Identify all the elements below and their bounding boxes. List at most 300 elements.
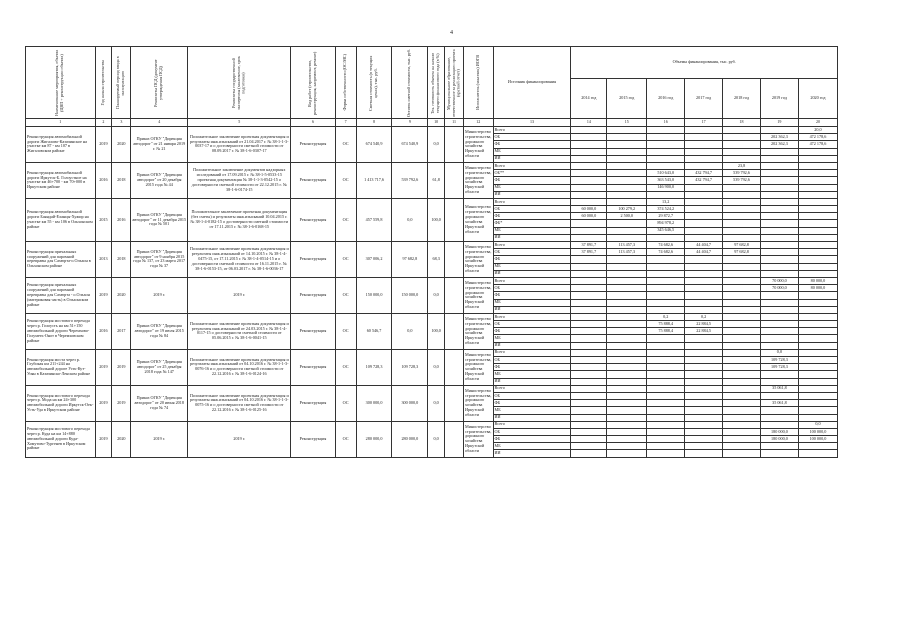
readiness: 0,0: [428, 385, 445, 421]
funding-value: [798, 342, 837, 349]
executor: Министерство строительства, дорожного хозяйства Иркутской области: [464, 127, 493, 163]
funding-value: [571, 141, 607, 148]
remaining-cost: 539 792,6: [392, 162, 428, 198]
funding-value: [723, 378, 761, 385]
funding-value: [760, 191, 798, 198]
funding-value: [647, 371, 685, 378]
funding-value: [760, 292, 798, 299]
header-cost: Сметная стоимость (в текущих ценах), тыс. руб.: [356, 47, 392, 119]
funding-value: [647, 414, 685, 421]
funding-value: [760, 249, 798, 256]
start-year: 2019: [95, 385, 112, 421]
funding-value: [685, 436, 723, 443]
funding-value: [723, 134, 761, 141]
funding-value: [723, 256, 761, 263]
funding-value: [607, 414, 647, 421]
funding-value: [685, 155, 723, 162]
funding-value: [571, 134, 607, 141]
funding-value: [685, 342, 723, 349]
column-number: 11: [445, 119, 464, 127]
end-year: 2020: [112, 421, 131, 457]
funding-value: [798, 191, 837, 198]
start-year: 2016: [95, 162, 112, 198]
funding-value: [723, 184, 761, 191]
funding-value: 75 888,4: [647, 321, 685, 328]
funding-value: [798, 292, 837, 299]
funding-value: 0,0: [760, 349, 798, 356]
estimated-cost: 457 559,8: [356, 198, 392, 241]
end-year: 2020: [112, 277, 131, 313]
funding-value: [571, 234, 607, 241]
estimated-cost: 60 546,7: [356, 313, 392, 349]
funding-value: [607, 321, 647, 328]
funding-value: 510 643,0: [647, 170, 685, 177]
funding-value: [798, 335, 837, 342]
table-body: [26, 119, 838, 458]
funding-value: [647, 421, 685, 428]
funding-value: [571, 378, 607, 385]
funding-value: [685, 378, 723, 385]
start-year: 2013: [95, 242, 112, 278]
readiness: 100,0: [428, 313, 445, 349]
funding-value: [571, 306, 607, 313]
funding-source: Всего: [493, 385, 571, 392]
funding-value: [760, 443, 798, 450]
funding-value: 35 061,8: [760, 385, 798, 392]
funding-value: [760, 450, 798, 457]
funding-value: [760, 206, 798, 213]
header-funding: Объемы финансирования, тыс. руб.: [571, 47, 838, 79]
funding-source: Всего: [493, 421, 571, 428]
funding-source: ИИ: [493, 414, 571, 421]
expertise-details: Положительное заключение документов надзорных исследований от 17.09.2015 г. № 38-1-5-0533-15 проектная документация № 38-1-1-3-0542-15 о достоверности сметной стоимости от 22.12.2015 г. № 38-1-6-0174-15: [188, 162, 291, 198]
funding-value: [571, 191, 607, 198]
funding-value: [607, 371, 647, 378]
funding-value: 60 000,0: [571, 206, 607, 213]
header-year: 2019 год: [760, 79, 798, 119]
funding-value: [798, 270, 837, 277]
header-own: Форма собственности (ОС/МС): [335, 47, 356, 119]
funding-value: [760, 170, 798, 177]
funding-value: [723, 220, 761, 227]
header-source: Источник финансирования: [493, 47, 571, 119]
funding-value: 97 682,8: [723, 242, 761, 249]
funding-value: [760, 306, 798, 313]
funding-value: [798, 414, 837, 421]
funding-value: [760, 256, 798, 263]
funding-value: 74 682,6: [647, 242, 685, 249]
funding-value: [647, 378, 685, 385]
funding-value: 202 362,3: [760, 134, 798, 141]
funding-value: [647, 263, 685, 270]
funding-value: [647, 292, 685, 299]
funding-value: [607, 285, 647, 292]
column-number: 14: [571, 119, 607, 127]
funding-value: [723, 357, 761, 364]
funding-value: [571, 392, 607, 399]
funding-value: [798, 371, 837, 378]
funding-value: [647, 407, 685, 414]
readiness: 0,0: [428, 349, 445, 385]
work-type: Реконструкция: [291, 313, 335, 349]
funding-value: [685, 198, 723, 205]
funding-value: 60 000,0: [571, 213, 607, 220]
funding-source: ОБ: [493, 428, 571, 435]
funding-source: МБ: [493, 443, 571, 450]
funding-value: [760, 378, 798, 385]
funding-value: [760, 148, 798, 155]
funding-value: [723, 371, 761, 378]
funding-source: МБ: [493, 299, 571, 306]
funding-value: [798, 177, 837, 184]
funding-value: 146 900,0: [647, 184, 685, 191]
funding-value: [723, 270, 761, 277]
funding-value: [798, 313, 837, 320]
funding-source: ИИ: [493, 191, 571, 198]
funding-value: [607, 277, 647, 284]
funding-value: [607, 342, 647, 349]
funding-value: [647, 335, 685, 342]
funding-value: [723, 285, 761, 292]
funding-value: [647, 134, 685, 141]
funding-value: [607, 400, 647, 407]
funding-value: [647, 155, 685, 162]
funding-value: [798, 220, 837, 227]
financing-table: [25, 46, 838, 458]
funding-value: [607, 428, 647, 435]
header-row: [26, 47, 838, 79]
funding-value: 539 792,6: [723, 170, 761, 177]
work-type: Реконструкция: [291, 349, 335, 385]
funding-value: [798, 234, 837, 241]
funding-source: МБ: [493, 148, 571, 155]
funding-value: [571, 428, 607, 435]
column-number: 17: [685, 119, 723, 127]
funding-value: 180 000,0: [760, 428, 798, 435]
funding-value: [647, 277, 685, 284]
funding-value: [647, 349, 685, 356]
remaining-cost: 300 000,0: [392, 385, 428, 421]
object-name: Реконструкция мостового перехода через р. Мода на км 24+300 автомобильной дороги Иркутск-Оек-Усть-Уда в Иркутском районе: [26, 385, 96, 421]
table-row: [26, 421, 838, 428]
ownership: ОС: [335, 421, 356, 457]
estimated-cost: 674 540,9: [356, 127, 392, 163]
funding-value: [685, 299, 723, 306]
funding-value: [607, 385, 647, 392]
funding-value: [760, 270, 798, 277]
funding-value: [607, 378, 647, 385]
funding-value: 894 978,2: [647, 220, 685, 227]
object-name: Реконструкция автомобильной дороги Иркутск-Б. Голоустное на участке км 46+700 - км 70+000 в Иркутском районе: [26, 162, 96, 198]
funding-value: [685, 357, 723, 364]
end-year: 2019: [112, 385, 131, 421]
readiness: 0,0: [428, 127, 445, 163]
column-number: 8: [356, 119, 392, 127]
funding-value: [723, 148, 761, 155]
funding-value: [607, 299, 647, 306]
funding-value: [647, 256, 685, 263]
funding-value: 37 891,7: [571, 249, 607, 256]
funding-value: [685, 141, 723, 148]
funding-value: [685, 335, 723, 342]
end-year: 2018: [112, 242, 131, 278]
funding-value: 74 682,6: [647, 249, 685, 256]
municipality: [445, 162, 464, 198]
funding-value: [798, 443, 837, 450]
funding-value: 100 000,0: [798, 436, 837, 443]
funding-value: [685, 256, 723, 263]
remaining-cost: 97 682,8: [392, 242, 428, 278]
funding-value: [685, 364, 723, 371]
funding-value: [723, 306, 761, 313]
funding-source: ОБ: [493, 285, 571, 292]
psd-details: Приказ ОГКУ "Дирекция автодорог" от 9 ноября 2015 года № 137, от 23 марта 2017 года № 37: [131, 242, 188, 278]
funding-value: [607, 263, 647, 270]
funding-source: ФБ: [493, 400, 571, 407]
funding-value: [685, 162, 723, 169]
funding-value: [798, 407, 837, 414]
expertise-details: Положительное заключение проектная документация и результаты инж.изысканий от 21.04.2017 г. № 38-1-1-3-0037-17 и о достоверности сметной стоимости от 08.09.2017 г. № 38-1-6-0307-17: [188, 127, 291, 163]
funding-value: [723, 421, 761, 428]
column-number: 7: [335, 119, 356, 127]
executor: Министерство строительства, дорожного хозяйства Иркутской области: [464, 198, 493, 241]
funding-value: [723, 407, 761, 414]
funding-value: [571, 256, 607, 263]
funding-value: [760, 242, 798, 249]
funding-value: [723, 342, 761, 349]
funding-value: [760, 414, 798, 421]
funding-value: [798, 349, 837, 356]
funding-value: [723, 155, 761, 162]
funding-source: МБ: [493, 335, 571, 342]
expertise-details: Положительное заключение проектная документация и результаты инж.изысканий от 04.10.2016 г. № 38-1-1-3-0075-16 и о достоверности сметной стоимости от 22.12.2016 г. № 38-1-6-0125-16: [188, 385, 291, 421]
funding-value: [571, 155, 607, 162]
funding-source: ИИ: [493, 306, 571, 313]
executor: Министерство строительства, дорожного хозяйства Иркутской области: [464, 385, 493, 421]
ownership: ОС: [335, 127, 356, 163]
funding-value: [760, 127, 798, 134]
end-year: 2018: [112, 162, 131, 198]
funding-value: [571, 127, 607, 134]
municipality: [445, 421, 464, 457]
funding-value: [798, 148, 837, 155]
ownership: ОС: [335, 162, 356, 198]
psd-details: 2019 г.: [131, 421, 188, 457]
funding-value: [647, 400, 685, 407]
header-mo: Муниципальное образование, ответственное за реализацию проекта (краткий отчет): [445, 47, 464, 119]
remaining-cost: 0,0: [392, 313, 428, 349]
funding-value: [760, 335, 798, 342]
header-end: Планируемый период ввода в эксплуатацию: [112, 47, 131, 119]
funding-value: [723, 277, 761, 284]
funding-value: [685, 191, 723, 198]
funding-value: 432 794,7: [685, 170, 723, 177]
work-type: Реконструкция: [291, 277, 335, 313]
funding-value: [760, 371, 798, 378]
funding-value: [760, 155, 798, 162]
municipality: [445, 277, 464, 313]
funding-source: МБ: [493, 227, 571, 234]
ownership: ОС: [335, 385, 356, 421]
funding-value: [798, 206, 837, 213]
funding-value: [798, 213, 837, 220]
funding-value: 0,2: [685, 313, 723, 320]
funding-value: [723, 328, 761, 335]
funding-value: [685, 220, 723, 227]
funding-value: [571, 371, 607, 378]
work-type: Реконструкция: [291, 127, 335, 163]
work-type: Реконструкция: [291, 385, 335, 421]
funding-source: ОБ: [493, 357, 571, 364]
funding-value: [571, 349, 607, 356]
funding-value: [760, 213, 798, 220]
funding-source: Всего: [493, 349, 571, 356]
funding-value: [798, 328, 837, 335]
funding-value: [647, 127, 685, 134]
funding-value: 432 794,7: [685, 177, 723, 184]
funding-source: ФБ: [493, 328, 571, 335]
funding-value: [607, 421, 647, 428]
funding-value: [760, 198, 798, 205]
object-name: Реконструкция автомобильной дороги Жигалово-Казачинское на участке км 87 - км 107 в Жигаловском районе: [26, 127, 96, 163]
funding-value: [685, 292, 723, 299]
ownership: ОС: [335, 349, 356, 385]
funding-value: [571, 313, 607, 320]
funding-source: ОБ: [493, 206, 571, 213]
remaining-cost: 280 000,0: [392, 421, 428, 457]
psd-details: Приказ ОГКУ "Дирекция автодорог" от 21 января 2019 г. № 21: [131, 127, 188, 163]
header-start: Год начала строительства: [95, 47, 112, 119]
funding-source: ФБ: [493, 213, 571, 220]
funding-value: 22 884,5: [685, 328, 723, 335]
funding-value: [607, 335, 647, 342]
start-year: 2019: [95, 277, 112, 313]
funding-value: [798, 227, 837, 234]
funding-value: [760, 184, 798, 191]
estimated-cost: 1 413 717,6: [356, 162, 392, 198]
work-type: Реконструкция: [291, 421, 335, 457]
funding-value: [571, 342, 607, 349]
funding-value: [685, 400, 723, 407]
remaining-cost: 150 000,0: [392, 277, 428, 313]
funding-value: [760, 407, 798, 414]
funding-value: [571, 357, 607, 364]
header-ready: Тех. готовность объекта на начало текущего финансового года (в %): [428, 47, 445, 119]
funding-source: ФБ: [493, 436, 571, 443]
funding-value: [607, 184, 647, 191]
funding-value: [647, 270, 685, 277]
funding-value: [571, 285, 607, 292]
ownership: ОС: [335, 313, 356, 349]
header-name: Наименование мероприятия, объекта (ЦВП + реконструкции объекта): [26, 47, 96, 119]
column-number: 9: [392, 119, 428, 127]
funding-value: 29 872,7: [647, 213, 685, 220]
funding-value: 13,2: [647, 198, 685, 205]
funding-value: 202 362,3: [760, 141, 798, 148]
funding-value: [647, 364, 685, 371]
funding-value: [760, 234, 798, 241]
column-number: 18: [723, 119, 761, 127]
funding-value: [647, 443, 685, 450]
expertise-details: Положительное заключение проектная документация и результаты инж.изысканий от 24.03.2015 г. № 38-1-4-0117-15 о достоверности сметной стоимости от 05.06.2015 г. № 38-1-6-0041-15: [188, 313, 291, 349]
estimated-cost: 307 006,2: [356, 242, 392, 278]
municipality: [445, 127, 464, 163]
readiness: 0,0: [428, 421, 445, 457]
funding-source: ИИ: [493, 155, 571, 162]
funding-value: [723, 263, 761, 270]
psd-details: Приказ ОГКУ "Дирекция автодорог" от 25 декабря 2018 года № 147: [131, 349, 188, 385]
funding-value: [607, 306, 647, 313]
funding-value: [760, 299, 798, 306]
ownership: ОС: [335, 198, 356, 241]
funding-value: [723, 450, 761, 457]
funding-value: 23,8: [723, 162, 761, 169]
funding-value: 100 279,2: [607, 206, 647, 213]
estimated-cost: 280 000,0: [356, 421, 392, 457]
funding-value: 113 457,3: [607, 242, 647, 249]
funding-value: 345 646,5: [647, 227, 685, 234]
funding-value: [723, 292, 761, 299]
funding-value: [723, 385, 761, 392]
funding-value: [571, 227, 607, 234]
funding-value: [798, 450, 837, 457]
page-number: 4: [450, 30, 453, 36]
funding-value: [723, 428, 761, 435]
funding-value: [685, 392, 723, 399]
funding-value: [685, 421, 723, 428]
funding-source: Всего: [493, 313, 571, 320]
object-name: Реконструкция моста через р. Глубокая км 211+244 на автомобильной дороге Усть-Кут-Уоян в Казачинско-Ленском районе: [26, 349, 96, 385]
funding-value: [760, 313, 798, 320]
readiness: 0,0: [428, 277, 445, 313]
header-work: Вид работ (строительство, реконструкция, капремонт, ремонт): [291, 47, 335, 119]
funding-value: 180 000,0: [760, 436, 798, 443]
funding-source: ОБ**: [493, 170, 571, 177]
funding-value: [760, 321, 798, 328]
funding-value: [607, 127, 647, 134]
funding-source: Всего: [493, 242, 571, 249]
municipality: [445, 242, 464, 278]
funding-value: [723, 321, 761, 328]
funding-value: 2 500,0: [607, 213, 647, 220]
funding-value: [685, 148, 723, 155]
funding-value: [798, 299, 837, 306]
funding-value: [798, 306, 837, 313]
column-number: 16: [647, 119, 685, 127]
funding-value: 109 728,3: [760, 364, 798, 371]
funding-value: [647, 191, 685, 198]
funding-value: [571, 148, 607, 155]
funding-value: [571, 436, 607, 443]
funding-value: 113 457,3: [607, 249, 647, 256]
funding-value: [607, 234, 647, 241]
psd-details: Приказ ОГКУ "Дирекция автодорог" от 11 декабря 2015 года № 501: [131, 198, 188, 241]
funding-value: [571, 400, 607, 407]
funding-value: [607, 270, 647, 277]
funding-value: [571, 443, 607, 450]
funding-source: ИИ: [493, 342, 571, 349]
work-type: Реконструкция: [291, 198, 335, 241]
estimated-cost: 109 728,3: [356, 349, 392, 385]
readiness: 68,3: [428, 242, 445, 278]
funding-value: [723, 313, 761, 320]
estimated-cost: 300 000,0: [356, 385, 392, 421]
funding-value: [571, 407, 607, 414]
funding-value: [607, 227, 647, 234]
remaining-cost: 674 540,9: [392, 127, 428, 163]
end-year: 2019: [112, 349, 131, 385]
funding-source: Всего: [493, 162, 571, 169]
